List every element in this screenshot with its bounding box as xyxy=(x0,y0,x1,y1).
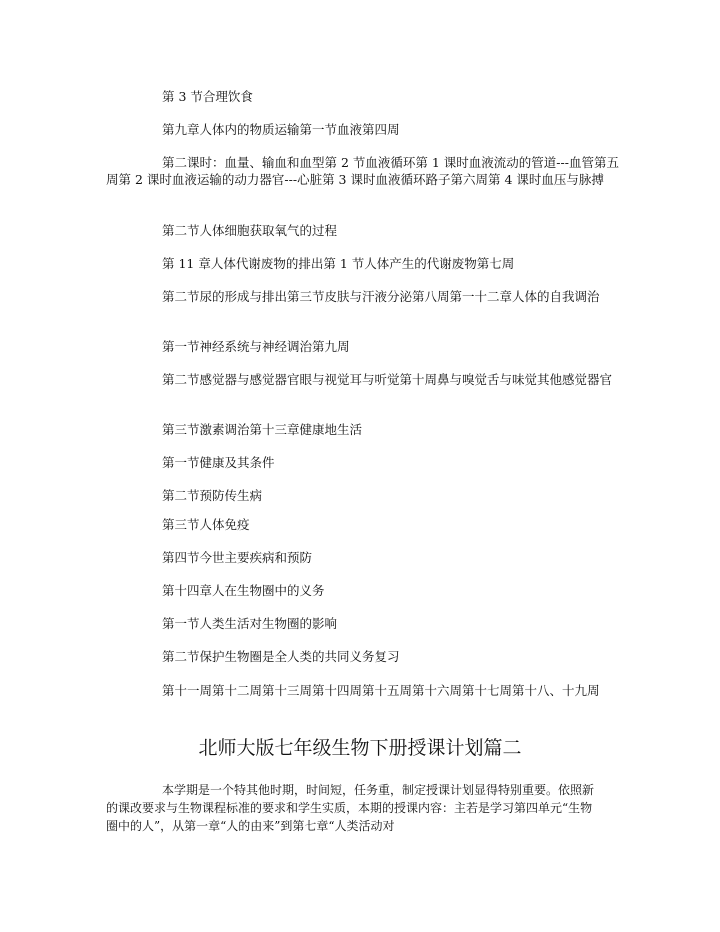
line-3: 第二课时：血量、输血和血型第 2 节血液循环第 1 课时血液流动的管道---血管第五周第 2 课时血液运输的动力器官---心脏第 3 课时血液循环路子第六周第 4 课时血压与脉搏 xyxy=(106,155,619,187)
line-4: 第二节人体细胞获取氧气的过程 xyxy=(162,223,338,238)
line-10: 第一节健康及其条件 xyxy=(162,455,275,470)
line-14: 第十四章人在生物圈中的义务 xyxy=(162,583,325,598)
line-6: 第二节尿的形成与排出第三节皮肤与汗液分泌第八周第一十二章人体的自我调治 xyxy=(162,289,600,304)
line-13: 第四节今世主要疾病和预防 xyxy=(162,550,313,565)
line-8: 第二节感觉器与感觉器官眼与视觉耳与听觉第十周鼻与嗅觉舌与味觉其他感觉器官 xyxy=(162,372,613,387)
line-11: 第二节预防传生病 xyxy=(162,488,263,503)
line-16: 第二节保护生物圈是全人类的共同义务复习 xyxy=(162,649,400,664)
line-9: 第三节激素调治第十三章健康地生活 xyxy=(162,422,363,437)
line-17: 第十一周第十二周第十三周第十四周第十五周第十六周第十七周第十八、十九周 xyxy=(162,683,600,698)
line-15: 第一节人类生活对生物圈的影响 xyxy=(162,616,338,631)
line-2: 第九章人体内的物质运输第一节血液第四周 xyxy=(162,122,400,137)
body-paragraph: 本学期是一个特其他时期，时间短，任务重，制定授课计划显得特别重要。依照新的课改要求与生物课程标准的要求和学生实质，本期的授课内容：主若是学习第四单元“生物圈中的人”，从第一章“人的由来”到第七章“人类活动对 xyxy=(106,783,595,833)
line-5: 第 11 章人体代谢废物的排出第 1 节人体产生的代谢废物第七周 xyxy=(162,256,515,271)
line-7: 第一节神经系统与神经调治第九周 xyxy=(162,339,350,354)
section-heading: 北师大版七年级生物下册授课计划篇二 xyxy=(198,737,522,759)
line-1: 第 3 节合理饮食 xyxy=(162,89,253,104)
line-12: 第三节人体免疫 xyxy=(162,517,250,532)
